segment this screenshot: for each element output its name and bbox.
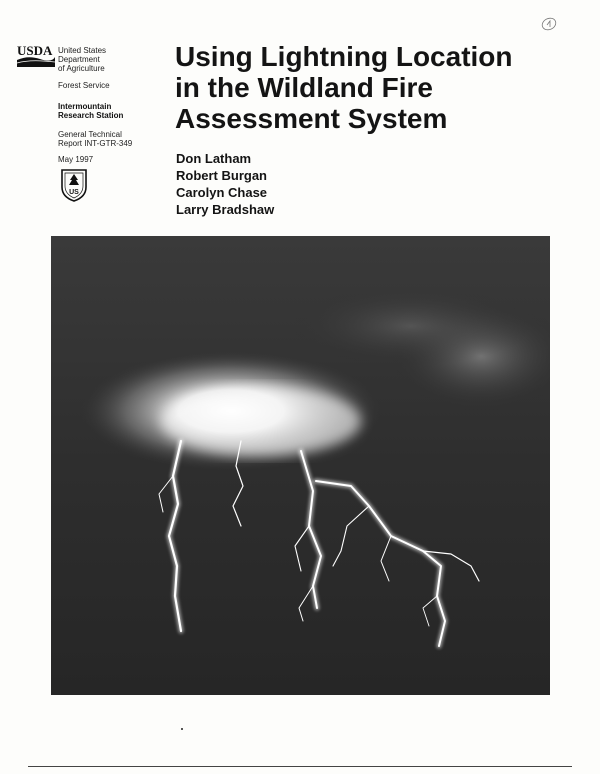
publication-date: May 1997 [58, 155, 94, 164]
handwritten-page-mark [539, 14, 559, 34]
author-name: Don Latham [176, 151, 252, 166]
svg-text:US: US [69, 189, 79, 196]
author-name: Carolyn Chase [176, 185, 268, 200]
forest-service-shield-icon [60, 167, 88, 203]
report-number [58, 130, 132, 148]
author-list [176, 150, 274, 218]
agency-line: of Agriculture [58, 64, 105, 73]
author-name: Robert Burgan [176, 168, 267, 183]
agency-name [58, 46, 158, 73]
report-line: Report INT-GTR-349 [58, 139, 133, 148]
scan-speck [181, 728, 183, 730]
lightning-photo [51, 236, 550, 695]
station-line: Research Station [58, 111, 124, 120]
author-name: Larry Bradshaw [176, 202, 275, 217]
document-title [175, 41, 575, 134]
svg-text:USDA: USDA [17, 43, 53, 58]
title-line: Assessment System [175, 103, 448, 134]
bottom-rule [28, 766, 572, 767]
report-line: General Technical [58, 130, 122, 139]
station-line: Intermountain [58, 102, 112, 111]
research-station [58, 102, 123, 120]
title-line: Using Lightning Location [175, 41, 513, 72]
title-line: in the Wildland Fire [175, 72, 433, 103]
agency-line: United States [58, 46, 107, 55]
usda-logo [16, 43, 56, 69]
forest-service-label: Forest Service [58, 81, 110, 90]
agency-line: Department [58, 55, 100, 64]
